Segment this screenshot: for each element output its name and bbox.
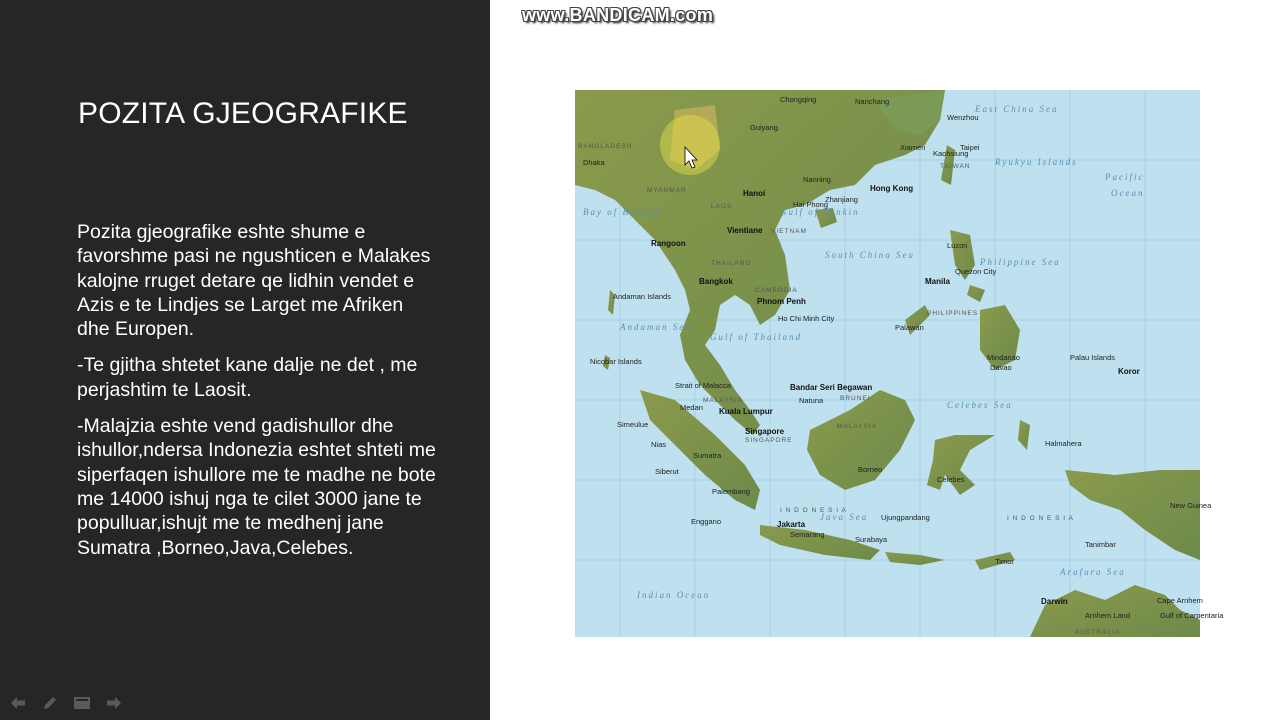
prev-icon[interactable] bbox=[8, 693, 28, 713]
country-label-malaysia-borneo: MALAYSIA bbox=[837, 423, 878, 430]
slide-title: POZITA GJEOGRAFIKE bbox=[78, 97, 408, 130]
sea-label-thailand: Gulf of Thailand bbox=[710, 332, 803, 342]
label-sumatra: Sumatra bbox=[693, 451, 722, 460]
city-hong-kong: Hong Kong bbox=[870, 184, 914, 193]
sea-label-arafura: Arafura Sea bbox=[1060, 567, 1126, 577]
label-arnhem-land: Arnhem Land bbox=[1085, 611, 1131, 620]
city-kuala-lumpur: Kuala Lumpur bbox=[719, 407, 773, 416]
country-label-thailand: THAILAND bbox=[711, 260, 752, 267]
label-simeulue: Simeulue bbox=[617, 420, 649, 429]
label-tanimbar: Tanimbar bbox=[1085, 540, 1116, 549]
sea-label-south-china: South China Sea bbox=[825, 250, 915, 260]
sea-label-philippine: Philippine Sea bbox=[980, 257, 1061, 267]
country-label-cambodia: CAMBODIA bbox=[755, 287, 798, 294]
country-label-taiwan: TAIWAN bbox=[940, 163, 971, 170]
city-xiamen: Xiamen bbox=[900, 143, 926, 152]
country-label-philippines: PHILIPPINES bbox=[927, 310, 979, 317]
country-label-laos: LAOS bbox=[711, 203, 733, 210]
city-guiyang: Guiyang bbox=[750, 123, 778, 132]
label-carpentaria: Gulf of Carpentaria bbox=[1160, 611, 1224, 620]
city-darwin: Darwin bbox=[1041, 597, 1068, 606]
paragraph-2: -Te gjitha shtetet kane dalje ne det , me perjashtim te Laosit. bbox=[77, 354, 418, 401]
sea-label-ocean: Ocean bbox=[1111, 188, 1145, 198]
city-rangoon: Rangoon bbox=[651, 239, 686, 248]
city-singapore: Singapore bbox=[745, 427, 785, 436]
sea-label-bengal: Bay of Bengal bbox=[583, 207, 660, 217]
sea-label-celebes: Celebes Sea bbox=[947, 400, 1013, 410]
city-ho-chi-minh: Ho Chi Minh City bbox=[778, 314, 835, 323]
city-vientiane: Vientiane bbox=[727, 226, 763, 235]
city-hanoi: Hanoi bbox=[743, 189, 766, 198]
label-halmahera: Halmahera bbox=[1045, 439, 1082, 448]
country-label-brunei: BRUNEI bbox=[840, 395, 871, 402]
slides-icon[interactable] bbox=[72, 693, 92, 713]
label-mindanao: Mindanao bbox=[987, 353, 1020, 362]
label-palawan: Palawan bbox=[895, 323, 924, 332]
country-label-myanmar: MYANMAR bbox=[647, 187, 687, 194]
slideshow-controls bbox=[8, 693, 124, 713]
sea-label-andaman: Andaman Sea bbox=[620, 322, 692, 332]
slide-text-panel bbox=[0, 0, 490, 720]
paragraph-3: -Malajzia eshte vend gadishullor dhe ishullor,ndersa Indonezia eshtet shteti me siperfaqen ishullore me te madhe ne bote me 14000 ishuj nga te cilet 3000 jane te populluar,ishujt me te medhenj jane Sumatra ,Borneo,Java,Celebes. bbox=[77, 415, 436, 559]
city-nanning: Nanning bbox=[803, 175, 831, 184]
city-wenzhou: Wenzhou bbox=[947, 113, 979, 122]
city-jakarta: Jakarta bbox=[777, 520, 806, 529]
country-label-indonesia-east: I N D O N E S I A bbox=[1007, 515, 1074, 522]
sea-label-east-china: East China Sea bbox=[975, 104, 1059, 114]
city-davao: Davao bbox=[990, 363, 1012, 372]
country-label-malaysia: MALAYSIA bbox=[703, 397, 744, 404]
sea-label-ryukyu: Ryukyu Islands bbox=[995, 157, 1078, 167]
country-label-indonesia: I N D O N E S I A bbox=[780, 507, 847, 514]
city-phnom-penh: Phnom Penh bbox=[757, 297, 806, 306]
label-cape-arnhem: Cape Arnhem bbox=[1157, 596, 1203, 605]
recording-watermark: www.BANDICAM.com bbox=[522, 5, 714, 25]
city-quezon: Quezon City bbox=[955, 267, 997, 276]
slide-body bbox=[77, 220, 437, 572]
sea-label-indian: Indian Ocean bbox=[637, 590, 711, 600]
city-nanchang: Nanchang bbox=[855, 97, 890, 106]
city-chongqing: Chongqing bbox=[780, 95, 817, 104]
city-bandar: Bandar Seri Begawan bbox=[790, 383, 873, 392]
paragraph-1: Pozita gjeografike eshte shume e favorshme pasi ne ngushticen e Malakes kalojne rruget detare qe lidhin vendet e Azis e te Lindjes se Larget me Afriken dhe Europen. bbox=[77, 221, 431, 341]
label-celebes: Celebes bbox=[937, 475, 965, 484]
city-bangkok: Bangkok bbox=[699, 277, 733, 286]
city-ujungpandang: Ujungpandang bbox=[881, 513, 930, 522]
label-luzon: Luzon bbox=[947, 241, 968, 250]
city-haiphong: Hai Phong bbox=[793, 200, 829, 209]
city-kaohsiung: Kaohsiung bbox=[933, 149, 969, 158]
city-semarang: Semarang bbox=[790, 530, 825, 539]
label-siberut: Siberut bbox=[655, 467, 679, 476]
label-malacca: Strait of Malacca bbox=[675, 381, 731, 390]
country-label-vietnam: VIETNAM bbox=[771, 228, 807, 235]
city-surabaya: Surabaya bbox=[855, 535, 888, 544]
next-icon[interactable] bbox=[104, 693, 124, 713]
label-andaman: Andaman Islands bbox=[613, 292, 671, 301]
city-zhanjiang: Zhanjiang bbox=[825, 195, 858, 204]
label-enggano: Enggano bbox=[691, 517, 722, 526]
city-medan: Medan bbox=[680, 403, 703, 412]
label-nicobar: Nicobar Islands bbox=[590, 357, 642, 366]
sea-label-pacific: Pacific bbox=[1105, 172, 1145, 182]
city-palembang: Palembang bbox=[712, 487, 750, 496]
city-manila: Manila bbox=[925, 277, 950, 286]
label-natuna: Natuna bbox=[799, 396, 824, 405]
city-koror: Koror bbox=[1118, 367, 1140, 376]
country-label-australia: AUSTRALIA bbox=[1075, 629, 1121, 636]
city-dhaka: Dhaka bbox=[583, 158, 605, 167]
label-new-guinea: New Guinea bbox=[1170, 501, 1212, 510]
label-timor: Timor bbox=[995, 557, 1014, 566]
southeast-asia-map bbox=[575, 90, 1224, 637]
city-taipei: Taipei bbox=[960, 143, 980, 152]
label-nias: Nias bbox=[651, 440, 667, 449]
pen-icon[interactable] bbox=[40, 693, 60, 713]
label-borneo: Borneo bbox=[858, 465, 883, 474]
country-label-bangladesh: BANGLADESH bbox=[578, 143, 633, 150]
sea-label-java: Java Sea bbox=[820, 512, 869, 522]
label-palau: Palau Islands bbox=[1070, 353, 1116, 362]
sea-label-tonkin: Gulf of Tonkin bbox=[780, 207, 860, 217]
country-label-singapore: SINGAPORE bbox=[745, 437, 793, 444]
